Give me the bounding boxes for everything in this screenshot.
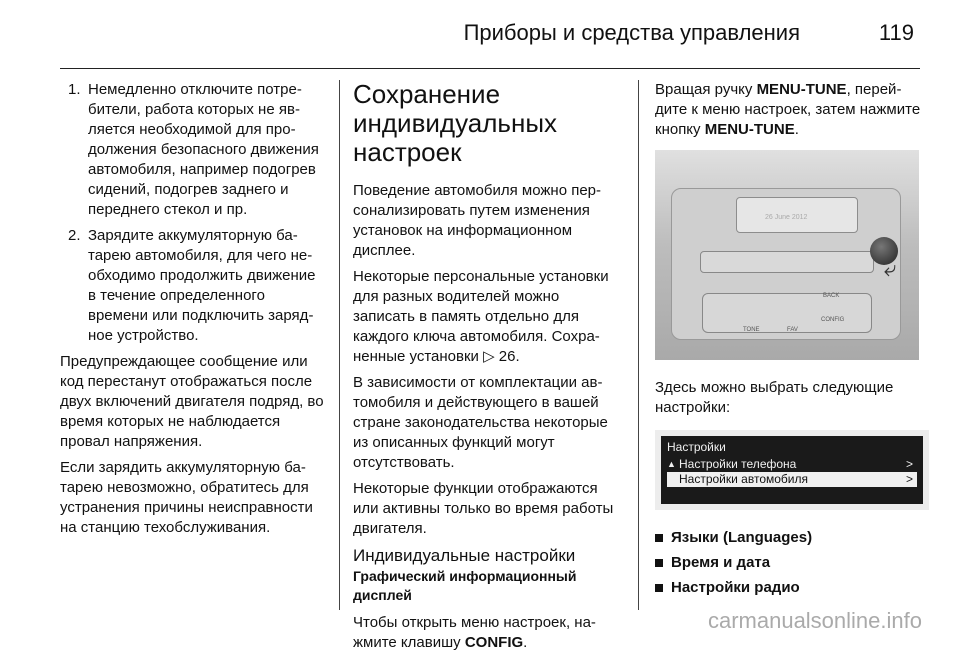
section-heading: Сохранение индивидуальных настроек xyxy=(353,79,558,167)
settings-menu-screen xyxy=(655,430,929,510)
list-item: 1. Немедленно отключите потребители, работа которых не является необходимой для продолжения безопасного движения автомобиля, например подогрев сидений, подогрев заднего и переднего стекол и пр. xyxy=(68,81,319,218)
page-header xyxy=(60,0,920,69)
column-divider xyxy=(638,80,639,610)
chevron-right-icon: > xyxy=(905,457,913,471)
key-name: MENU-TUNE xyxy=(704,121,795,138)
column-middle xyxy=(353,80,620,659)
sub-subheading: Графический информационный дисплей xyxy=(353,568,577,603)
paragraph: Чтобы открыть меню настроек, нажмите клавишу CONFIG. xyxy=(353,614,596,651)
key-name: MENU-TUNE xyxy=(756,81,847,98)
key-name: CONFIG xyxy=(464,634,524,651)
steps-list xyxy=(60,80,325,346)
column-divider xyxy=(339,80,340,610)
arrow-up-icon: ▲ xyxy=(667,459,676,469)
display-screen: 26 June 2012 xyxy=(736,197,858,233)
menu-item-phone-settings[interactable]: ▲ Настройки телефона > xyxy=(667,457,913,471)
paragraph: В зависимости от комплектации автомобиля и действующего в вашей стране законодательства некоторые из описанных функций могут отсутствовать. xyxy=(353,374,608,471)
paragraph: Здесь можно выбрать следующие настройки: xyxy=(655,379,894,416)
column-right xyxy=(655,80,923,603)
list-item: Время и дата xyxy=(655,553,923,573)
page-number: 119 xyxy=(878,20,914,45)
menu-item-vehicle-settings[interactable]: Настройки автомобиля > xyxy=(667,472,917,487)
paragraph: Некоторые функции отображаются или активны только во время работы двигателя. xyxy=(353,480,614,537)
paragraph: Если зарядить аккумуляторную батарею невозможно, обратитесь для устранения причины неисправности на станцию техобслуживания. xyxy=(60,459,313,536)
list-item: Языки (Languages) xyxy=(655,528,923,548)
menu-title: Настройки xyxy=(667,440,726,454)
watermark: carmanualsonline.info xyxy=(707,608,922,633)
page-title: Приборы и средства управления xyxy=(463,20,800,45)
list-item: Настройки радио xyxy=(655,578,923,598)
subheading: Индивидуальные настройки xyxy=(353,546,576,565)
rotate-arrow-icon: ⤶ xyxy=(884,256,897,281)
infotainment-panel-photo xyxy=(655,150,919,360)
page-ref-icon: ▷ xyxy=(483,348,495,365)
preset-keys xyxy=(700,251,874,273)
lower-controls: BACK CONFIG TONE FAV xyxy=(702,293,872,333)
column-left xyxy=(60,80,325,544)
control-panel xyxy=(671,188,901,340)
paragraph: Некоторые персональные установки для разных водителей можно записать в память отдельно для каждого ключа автомобиля. Сохраненные установки ▷ 26. xyxy=(353,268,609,365)
page-ref-link[interactable]: 26. xyxy=(498,348,520,365)
paragraph: Предупреждающее сообщение или код перестанут отображаться после двух включений двигателя подряд, во время которых не наблюдается провал напряжения. xyxy=(60,353,324,450)
list-item: 2. Зарядите аккумуляторную батарею автомобиля, для чего необходимо продолжить движение в течение определенного времени или подключить зарядное устройство. xyxy=(68,227,316,344)
paragraph: Поведение автомобиля можно персонализировать путем изменения установок на информационном дисплее. xyxy=(353,182,602,259)
chevron-right-icon: > xyxy=(905,472,913,486)
paragraph: Вращая ручку MENU-TUNE, перейдите к меню настроек, затем нажмите кнопку MENU-TUNE. xyxy=(655,81,921,138)
